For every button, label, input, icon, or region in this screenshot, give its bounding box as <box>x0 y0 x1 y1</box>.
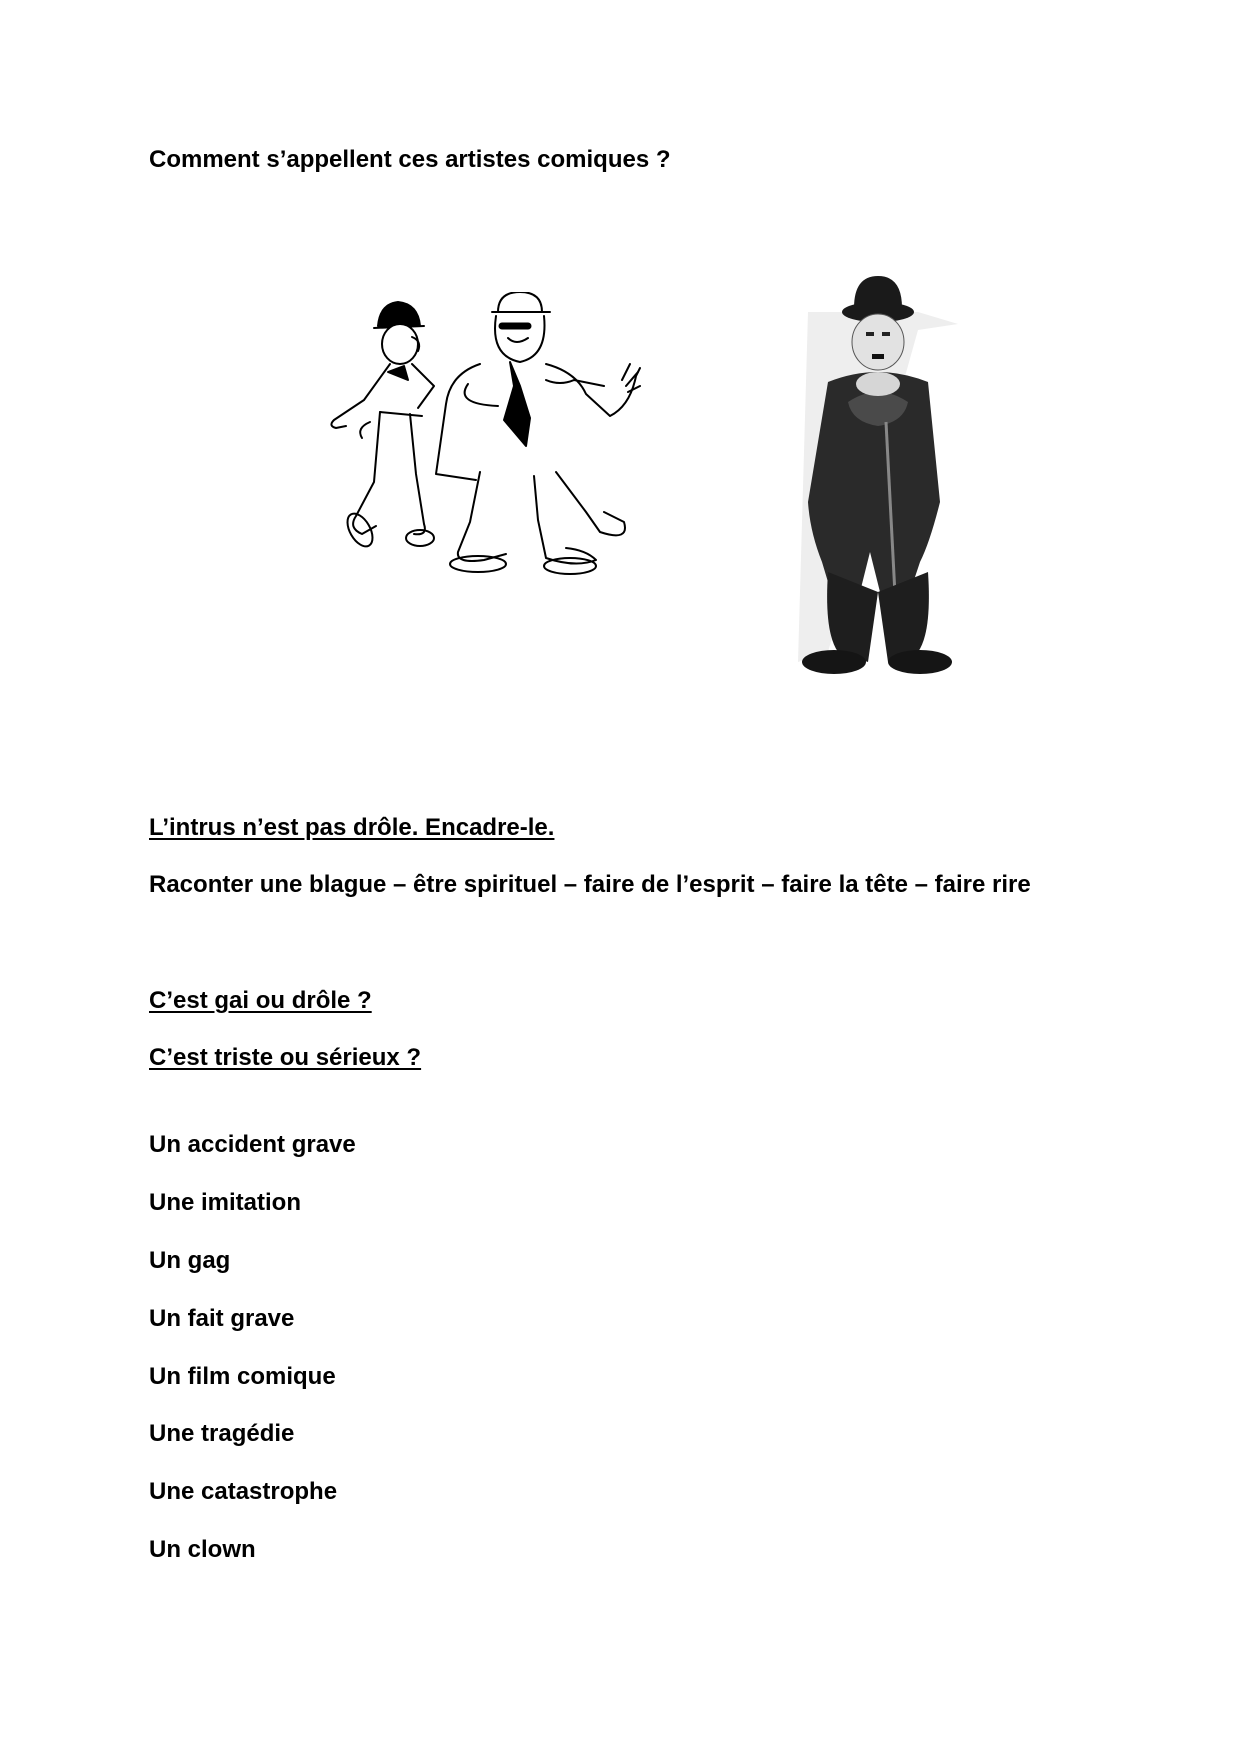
list-item: Une catastrophe <box>149 1478 338 1505</box>
list-item: Une tragédie <box>149 1420 295 1447</box>
exercise-sort-heading-2: C’est triste ou sérieux ? <box>149 1044 422 1071</box>
question-title: Comment s’appellent ces artistes comiques ? <box>149 146 671 173</box>
list-item: Un clown <box>149 1536 256 1563</box>
list-item: Un gag <box>149 1247 231 1274</box>
list-item: Un fait grave <box>149 1305 295 1332</box>
exercise-intrus-items: Raconter une blague – être spirituel – faire de l’esprit – faire la tête – faire rire <box>149 871 1031 898</box>
exercise-intrus-heading: L’intrus n’est pas drôle. Encadre-le. <box>149 814 555 841</box>
tramp-comedian-photo <box>788 272 968 677</box>
exercise-sort-heading-1: C’est gai ou drôle ? <box>149 987 372 1014</box>
comic-duo-illustration <box>330 292 670 584</box>
list-item: Une imitation <box>149 1189 302 1216</box>
list-item: Un film comique <box>149 1363 336 1390</box>
list-item: Un accident grave <box>149 1131 356 1158</box>
